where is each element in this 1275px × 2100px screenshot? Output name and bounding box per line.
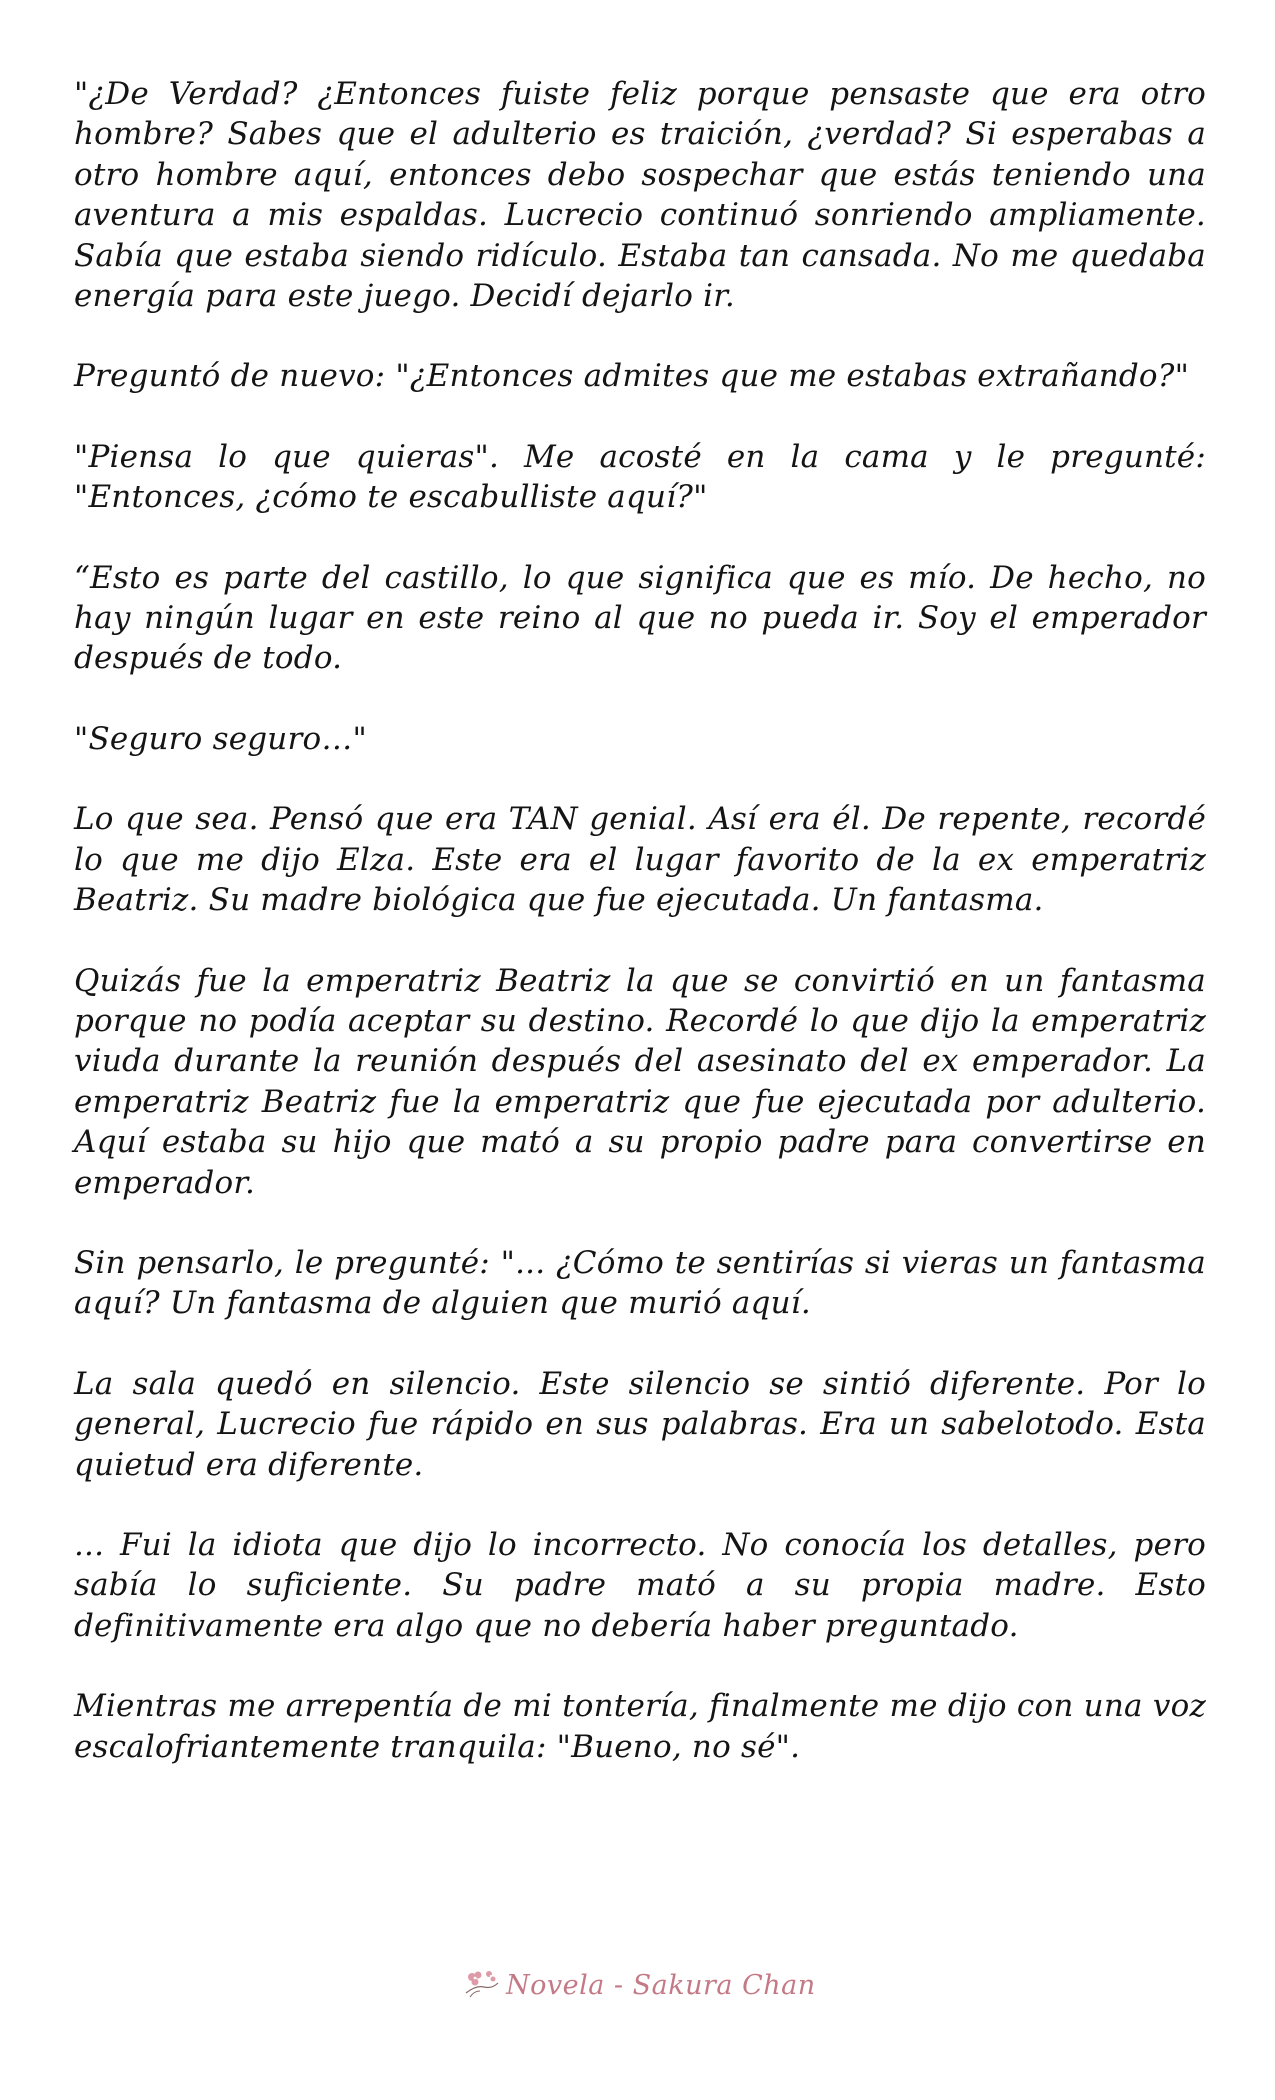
paragraph-5: "Seguro seguro…": [74, 720, 367, 757]
paragraph-4: “Esto es parte del castillo, lo que significa que es mío. De hecho, no hay ningún lugar en este reino al que no pueda ir. Soy el emperador después de todo.: [74, 559, 1206, 677]
paragraph-8: Sin pensarlo, le pregunté: "... ¿Cómo te sentirías si vieras un fantasma aquí? Un fantasma de alguien que murió aquí.: [74, 1244, 1206, 1322]
watermark-footer: [462, 1965, 816, 2005]
watermark-text: Novela - Sakura Chan: [506, 1969, 816, 2001]
sakura-flower-icon: [462, 1967, 502, 2003]
paragraph-7: Quizás fue la emperatriz Beatriz la que se convirtió en un fantasma porque no podía aceptar su destino. Recordé lo que dijo la emperatriz viuda durante la reunión después del asesinato del ex emperador. La emperatriz Beatriz fue la emperatriz que fue ejecutada por adulterio. Aquí estaba su hijo que mató a su propio padre para convertirse en emperador.: [74, 962, 1206, 1201]
paragraph-1: "¿De Verdad? ¿Entonces fuiste feliz porque pensaste que era otro hombre? Sabes que el adulterio es traición, ¿verdad? Si esperabas a otro hombre aquí, entonces debo sospechar que estás teniendo una aventura a mis espaldas. Lucrecio continuó sonriendo ampliamente. Sabía que estaba siendo ridículo. Estaba tan cansada. No me quedaba energía para este juego. Decidí dejarlo ir.: [74, 76, 1206, 315]
paragraph-2: Preguntó de nuevo: "¿Entonces admites que me estabas extrañando?": [74, 358, 1190, 395]
paragraph-9: La sala quedó en silencio. Este silencio se sintió diferente. Por lo general, Lucrecio fue rápido en sus palabras. Era un sabelotodo. Esta quietud era diferente.: [74, 1365, 1206, 1483]
paragraph-3: "Piensa lo que quieras". Me acosté en la cama y le pregunté: "Entonces, ¿cómo te escabulliste aquí?": [74, 438, 1206, 516]
document-body: [74, 74, 1206, 1807]
paragraph-6: Lo que sea. Pensó que era TAN genial. Así era él. De repente, recordé lo que me dijo Elza. Este era el lugar favorito de la ex emperatriz Beatriz. Su madre biológica que fue ejecutada. Un fantasma.: [74, 801, 1206, 919]
paragraph-11: Mientras me arrepentía de mi tontería, finalmente me dijo con una voz escalofriantemente tranquila: "Bueno, no sé".: [74, 1688, 1206, 1765]
paragraph-10: ... Fui la idiota que dijo lo incorrecto. No conocía los detalles, pero sabía lo suficiente. Su padre mató a su propia madre. Esto definitivamente era algo que no debería haber preguntado.: [74, 1526, 1206, 1644]
